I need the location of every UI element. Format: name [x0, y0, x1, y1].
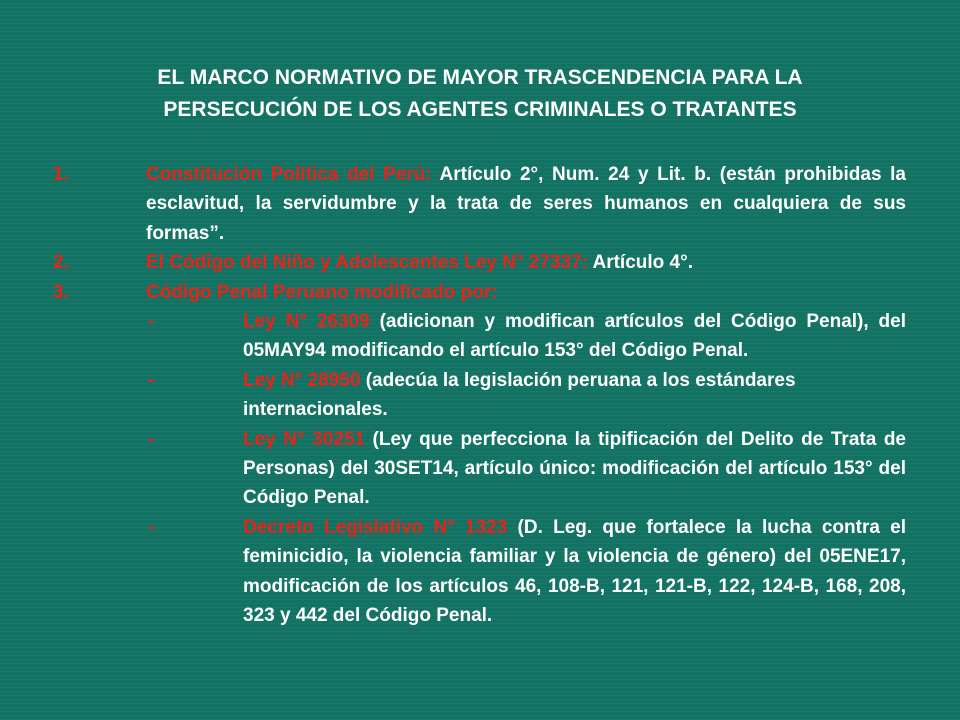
- sub-item-decreto-1323: [148, 513, 906, 631]
- sub-item-label: Ley N° 26309: [243, 311, 370, 333]
- slide-title: [40, 62, 920, 126]
- sub-item-ley-28950: [148, 366, 906, 425]
- sub-item-ley-26309: [148, 307, 907, 366]
- slide-title-line-1: EL MARCO NORMATIVO DE MAYOR TRASCENDENCIA PARA LA: [157, 66, 803, 89]
- list-number: 3.: [53, 281, 69, 303]
- list-item-childrens-code: [53, 248, 906, 277]
- sub-item-text: (adecúa la legislación peruana a los estándares internacionales.: [243, 369, 796, 421]
- list-item-penal-code: [53, 278, 906, 307]
- sub-item-text: (D. Leg. que fortalece la lucha contra el feminicidio, la violencia familiar y la violencia de género) del 05ENE17, modificación de los artículos 46, 108-B, 121, 121-B, 122, 124-B, 168, 208, 323 y 442 del Código Penal.: [243, 516, 906, 627]
- dash-bullet: -: [148, 369, 155, 391]
- item-text: Artículo 4°.: [587, 252, 693, 274]
- dash-bullet: -: [148, 311, 155, 333]
- list-number: 2.: [53, 252, 69, 274]
- slide-title-line-2: PERSECUCIÓN DE LOS AGENTES CRIMINALES O TRATANTES: [163, 98, 797, 121]
- item-label: El Código del Niño y Adolescentes Ley N° 27337:: [146, 252, 588, 274]
- sub-item-text: (adicionan y modifican artículos del Código Penal), del 05MAY94 modificando el artículo 153° del Código Penal.: [243, 311, 907, 362]
- item-text: Artículo 2°, Num. 24 y Lit. b. (están prohibidas la esclavitud, la servidumbre y la trata de seres humanos en cualquiera de sus formas”.: [146, 164, 906, 244]
- dash-bullet: -: [148, 428, 155, 450]
- legal-framework-list: [0, 160, 960, 631]
- sub-item-label: Ley N° 28950: [243, 369, 361, 391]
- sub-item-label: Decreto Legislativo N° 1323: [243, 516, 508, 538]
- sub-item-text: (Ley que perfecciona la tipificación del Delito de Trata de Personas) del 30SET14, artículo único: modificación del artículo 153° del Código Penal.: [243, 428, 906, 509]
- item-label: Código Penal Peruano modificado por:: [146, 281, 498, 303]
- item-label: Constitución Política del Perú:: [146, 164, 432, 185]
- dash-bullet: -: [148, 516, 155, 538]
- list-number: 1.: [53, 164, 69, 185]
- sub-item-ley-30251: [148, 425, 906, 513]
- sub-item-label: Ley N° 30251: [243, 428, 365, 450]
- list-item-constitution: [53, 160, 906, 248]
